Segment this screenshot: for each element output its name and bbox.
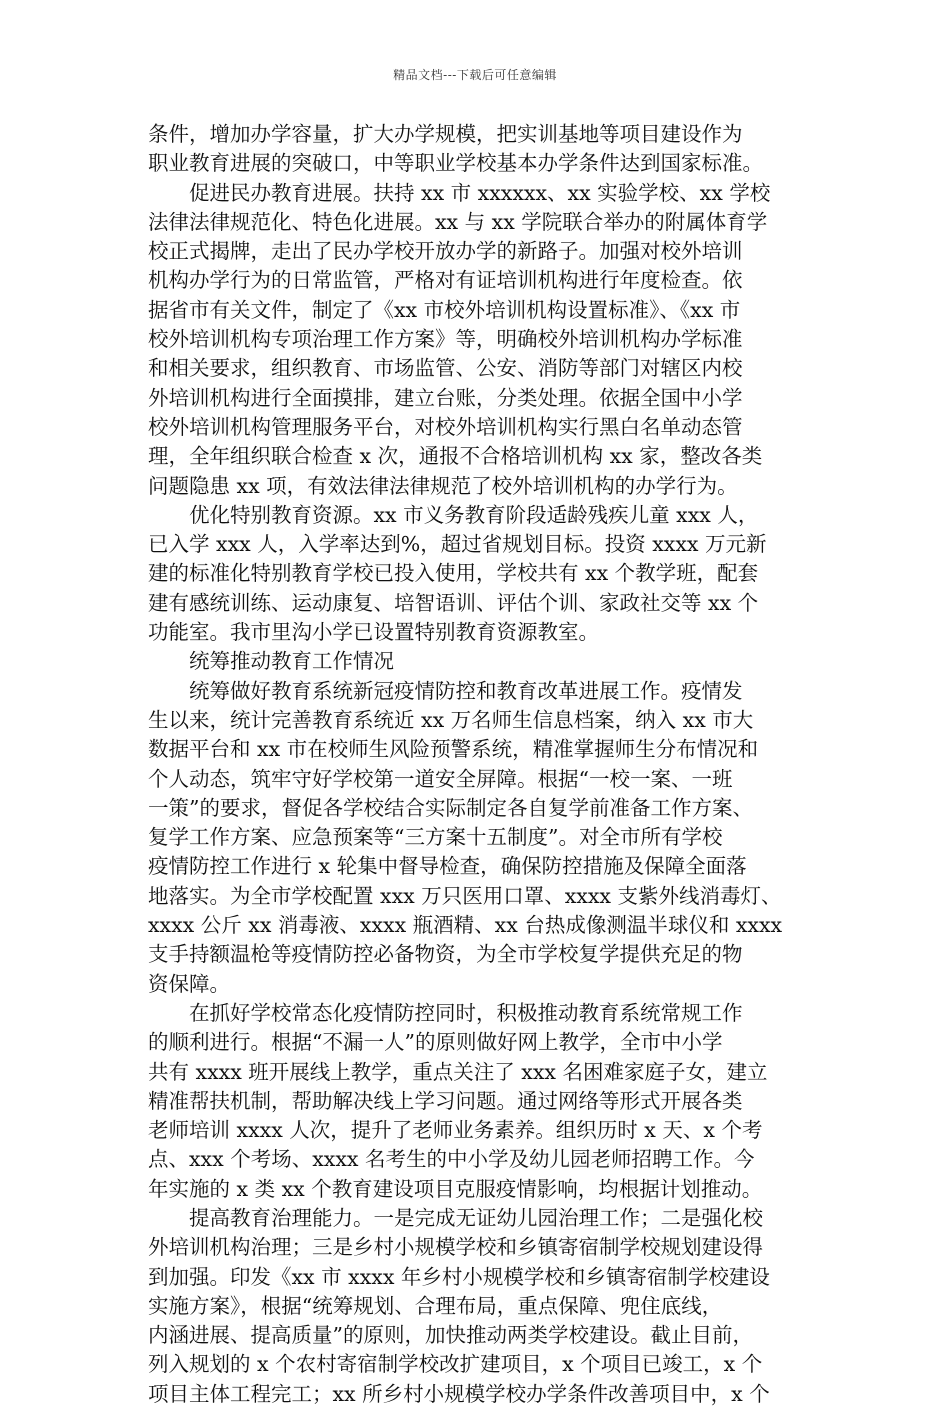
document-body bbox=[148, 120, 803, 1409]
text-line: 数据平台和 xx 市在校师生风险预警系统，精准掌握师生分布情况和 bbox=[148, 737, 759, 762]
text-line: 外培训机构治理；三是乡村小规模学校和乡镇寄宿制学校规划建设得 bbox=[148, 1235, 763, 1260]
page-header: 精品文档---下载后可任意编辑 bbox=[393, 68, 557, 82]
text-line: 提高教育治理能力。一是完成无证幼儿园治理工作；二是强化校 bbox=[189, 1205, 763, 1230]
text-line: 列入规划的 x 个农村寄宿制学校改扩建项目，x 个项目已竣工，x 个 bbox=[148, 1352, 763, 1377]
text-line: 地落实。为全市学校配置 xxx 万只医用口罩、xxxx 支紫外线消毒灯、 bbox=[148, 883, 782, 908]
text-line: 建有感统训练、运动康复、培智语训、评估个训、家政社交等 xx 个 bbox=[148, 590, 759, 615]
text-line: 生以来，统计完善教育系统近 xx 万名师生信息档案，纳入 xx 市大 bbox=[148, 707, 754, 732]
text-line: 资保障。 bbox=[148, 971, 230, 996]
text-line: 法律法律规范化、特色化进展。xx 与 xx 学院联合举办的附属体育学 bbox=[148, 209, 768, 234]
text-line: 校外培训机构管理服务平台，对校外培训机构实行黑白名单动态管 bbox=[148, 414, 743, 439]
text-line: 个人动态，筑牢守好学校第一道安全屏障。根据“一校一案、一班 bbox=[148, 766, 733, 791]
text-line: 条件，增加办学容量，扩大办学规模，把实训基地等项目建设作为 bbox=[148, 122, 743, 146]
text-line: 外培训机构进行全面摸排，建立台账，分类处理。依据全国中小学 bbox=[148, 385, 743, 410]
text-line: 在抓好学校常态化疫情防控同时，积极推动教育系统常规工作 bbox=[189, 1000, 743, 1025]
text-line: 理，全年组织联合检查 x 次，通报不合格培训机构 xx 家，整改各类 bbox=[148, 444, 763, 469]
text-line: 据省市有关文件，制定了《xx 市校外培训机构设置标准》、《xx 市 bbox=[148, 297, 741, 322]
text-line: 职业教育进展的突破口，中等职业学校基本办学条件达到国家标准。 bbox=[148, 151, 763, 176]
text-line: 问题隐患 xx 项，有效法律法律规范了校外培训机构的办学行为。 bbox=[148, 473, 738, 498]
text-line: 精准帮扶机制，帮助解决线上学习问题。通过网络等形式开展各类 bbox=[148, 1088, 743, 1113]
text-line: 功能室。我市里沟小学已设置特别教育资源教室。 bbox=[148, 620, 599, 645]
text-line: 校正式揭牌，走出了民办学校开放办学的新路子。加强对校外培训 bbox=[148, 239, 743, 264]
text-line: 建的标准化特别教育学校已投入使用，学校共有 xx 个教学班，配套 bbox=[148, 561, 759, 586]
text-line: 疫情防控工作进行 x 轮集中督导检查，确保防控措施及保障全面落 bbox=[148, 854, 747, 879]
text-line: 校外培训机构专项治理工作方案》等，明确校外培训机构办学标准 bbox=[148, 327, 743, 352]
text-line: 内涵进展、提高质量”的原则，加快推动两类学校建设。截止目前， bbox=[148, 1323, 753, 1348]
text-line: 已入学 xxx 人，入学率达到%，超过省规划目标。投资 xxxx 万元新 bbox=[148, 532, 767, 557]
text-line: 复学工作方案、应急预案等“三方案十五制度”。对全市所有学校 bbox=[148, 825, 723, 850]
text-line: 项目主体工程完工；xx 所乡村小规模学校办学条件改善项目中，x 个 bbox=[148, 1381, 770, 1406]
text-line: 优化特别教育资源。xx 市义务教育阶段适龄残疾儿童 xxx 人， bbox=[189, 502, 759, 527]
text-line: 实施方案》，根据“统筹规划、合理布局，重点保障、兜住底线， bbox=[148, 1293, 723, 1318]
text-line: 统筹推动教育工作情况 bbox=[189, 649, 394, 674]
text-line: 一策”的要求，督促各学校结合实际制定各自复学前准备工作方案、 bbox=[148, 795, 753, 820]
text-line: 和相关要求，组织教育、市场监管、公安、消防等部门对辖区内校 bbox=[148, 356, 743, 381]
text-line: 统筹做好教育系统新冠疫情防控和教育改革进展工作。疫情发 bbox=[189, 678, 743, 703]
text-line: 到加强。印发《xx 市 xxxx 年乡村小规模学校和乡镇寄宿制学校建设 bbox=[148, 1264, 770, 1289]
text-line: 支手持额温枪等疫情防控必备物资，为全市学校复学提供充足的物 bbox=[148, 942, 743, 967]
text-line: 共有 xxxx 班开展线上教学，重点关注了 xxx 名困难家庭子女，建立 bbox=[148, 1059, 768, 1084]
text-line: 老师培训 xxxx 人次，提升了老师业务素养。组织历时 x 天、x 个考 bbox=[148, 1118, 763, 1143]
text-line: xxxx 公斤 xx 消毒液、xxxx 瓶酒精、xx 台热成像测温半球仪和 xxxx bbox=[148, 913, 783, 938]
text-line: 的顺利进行。根据“不漏一人”的原则做好网上教学，全市中小学 bbox=[148, 1030, 723, 1055]
text-line: 点、xxx 个考场、xxxx 名考生的中小学及幼儿园老师招聘工作。今 bbox=[148, 1147, 755, 1172]
text-line: 促进民办教育进展。扶持 xx 市 xxxxxx、xx 实验学校、xx 学校 bbox=[189, 180, 771, 205]
text-line: 年实施的 x 类 xx 个教育建设项目克服疫情影响，均根据计划推动。 bbox=[148, 1176, 763, 1201]
text-line: 机构办学行为的日常监管，严格对有证培训机构进行年度检查。依 bbox=[148, 268, 743, 293]
